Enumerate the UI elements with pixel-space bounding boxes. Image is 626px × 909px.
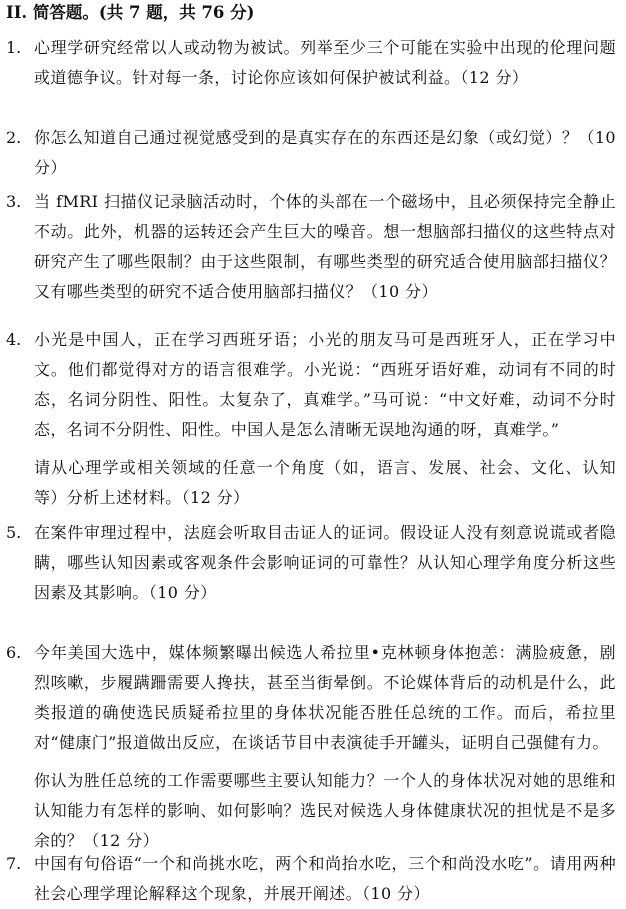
question-text: 当 fMRI 扫描仪记录脑活动时，个体的头部在一个磁场中，且必须保持完全静止不动。此外，机器的运转还会产生巨大的噪音。想一想脑部扫描仪的这些特点对研究产生了哪些限制？由于这些限制，有哪些类型的研究适合使用脑部扫描仪？又有哪些类型的研究不适合使用脑部扫描仪？（10 分） <box>34 192 616 301</box>
question-1 <box>6 33 616 93</box>
question-2 <box>6 123 616 183</box>
question-number: 2. <box>6 128 22 147</box>
question-text: 在案件审理过程中，法庭会听取目击证人的证词。假设证人没有刻意说谎或者隐瞒，哪些认知因素或客观条件会影响证词的可靠性？从认知心理学角度分析这些因素及其影响。（10 分） <box>34 523 616 602</box>
question-number: 4. <box>6 330 22 349</box>
question-6 <box>6 638 616 856</box>
question-text: 请从心理学或相关领域的任意一个角度（如，语言、发展、社会、文化、认知等）分析上述材料。（12 分） <box>34 458 616 507</box>
question-number: 1. <box>6 38 22 57</box>
question-text: 你认为胜任总统的工作需要哪些主要认知能力？一个人的身体状况对她的思维和认知能力有怎样的影响、如何影响？选民对候选人身体健康状况的担忧是不是多余的？（12 分） <box>34 771 616 850</box>
question-number: 6. <box>6 643 22 662</box>
question-text: 你怎么知道自己通过视觉感受到的是真实存在的东西还是幻象（或幻觉）？（10 分） <box>34 128 616 177</box>
question-text: 小光是中国人，正在学习西班牙语；小光的朋友马可是西班牙人，正在学习中文。他们都觉得对方的语言很难学。小光说：“西班牙语好难，动词有不同的时态，名词分阴性、阳性。太复杂了，真难学。”马可说：“中文好难，动词不分时态，名词不分阴性、阳性。中国人是怎么清晰无误地沟通的呀，真难学。” <box>34 330 616 439</box>
question-number: 5. <box>6 523 22 542</box>
question-number: 7. <box>6 854 22 873</box>
question-number: 3. <box>6 192 22 211</box>
question-4 <box>6 325 616 513</box>
question-3 <box>6 187 616 307</box>
section-title: II. 简答题。(共 7 题，共 76 分) <box>6 3 255 22</box>
question-text: 中国有句俗语“一个和尚挑水吃，两个和尚抬水吃，三个和尚没水吃”。请用两种社会心理学理论解释这个现象，并展开阐述。（10 分） <box>34 854 616 903</box>
question-7 <box>6 849 616 909</box>
question-text: 心理学研究经常以人或动物为被试。列举至少三个可能在实验中出现的伦理问题或道德争议。针对每一条，讨论你应该如何保护被试利益。（12 分） <box>34 38 616 87</box>
question-text: 今年美国大选中，媒体频繁曝出候选人希拉里•克林顿身体抱恙：满脸疲惫，剧烈咳嗽，步履蹒跚需要人搀扶，甚至当街晕倒。不论媒体背后的动机是什么，此类报道的确使选民质疑希拉里的身体状况能否胜任总统的工作。而后，希拉里对“健康门”报道做出反应，在谈话节目中表演徒手开罐头，证明自己强健有力。 <box>34 643 616 752</box>
question-5 <box>6 518 616 608</box>
